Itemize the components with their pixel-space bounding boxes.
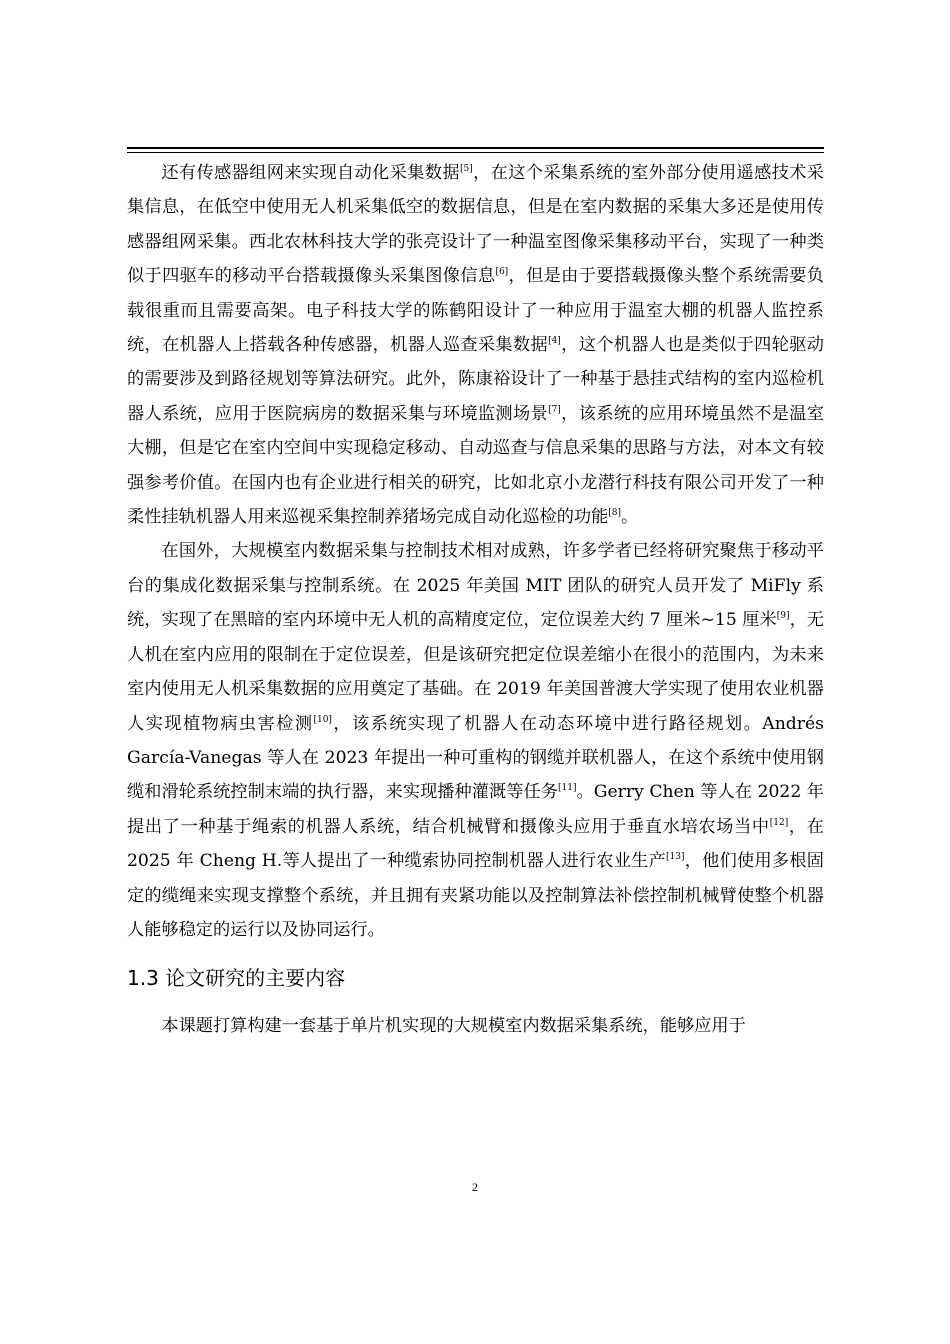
citation-ref: [9]: [776, 611, 790, 622]
page-number: 2: [472, 1180, 478, 1194]
citation-ref: [13]: [666, 852, 685, 863]
page-body: [127, 156, 824, 1044]
paragraph-foreign-research: [127, 534, 824, 947]
text-run: ，他们使用多根固定的缆绳来实现支撑整个系统，并且拥有夹紧功能以及控制算法补偿控制机械臂使整个机器人能够稳定的运行以及协同运行。: [127, 851, 824, 940]
citation-ref: [11]: [558, 783, 577, 794]
header-rule-thin: [127, 152, 824, 153]
citation-ref: [12]: [769, 817, 789, 828]
header-rule-thick: [127, 147, 824, 149]
citation-ref: [7]: [548, 404, 561, 415]
text-run: ，在 2025 年 Cheng H.等人提出了一种缆索协同控制机器人进行农业生产: [127, 816, 824, 872]
text-run: 在国外，大规模室内数据采集与控制技术相对成熟，许多学者已经将研究聚焦于移动平台的集成化数据采集与控制系统。在 2025 年美国 MIT 团队的研究人员开发了 MiFly 系统，实现了在黑暗的室内环境中无人机的高精度定位，定位误差大约 7 厘米~15 厘米: [127, 541, 824, 631]
section-heading: 1.3 论文研究的主要内容: [127, 966, 346, 991]
citation-ref: [8]: [608, 508, 622, 519]
text-run: 。Gerry Chen 等人在 2022 年提出了一种基于绳索的机器人系统，结合机械臂和摄像头应用于垂直水培农场当中: [127, 782, 824, 837]
citation-ref: [4]: [548, 336, 561, 347]
citation-ref: [6]: [495, 267, 509, 278]
text-run: ，这个机器人也是类似于四轮驱动的需要涉及到路径规划等算法研究。此外，陈康裕设计了一种基于悬挂式结构的室内巡检机器人系统，应用于医院病房的数据采集与环境监测场景: [127, 335, 824, 424]
text-run: 还有传感器组网来实现自动化采集数据: [161, 163, 460, 183]
paragraph-domestic-research: [127, 156, 824, 534]
citation-ref: [10]: [313, 714, 332, 725]
text-run: ，该系统实现了机器人在动态环境中进行路径规划。Andrés García-Vanegas 等人在 2023 年提出一种可重构的钢缆并联机器人，在这个系统中使用钢缆和滑轮系统控制末端的执行器，来实现播种灌溉等任务: [127, 713, 824, 803]
text-run: ，在这个采集系统的室外部分使用遥感技术采集信息，在低空中使用无人机采集低空的数据信息，但是在室内数据的采集大多还是使用传感器组网采集。西北农林科技大学的张亮设计了一种温室图像采集移动平台，实现了一种类似于四驱车的移动平台搭载摄像头采集图像信息: [127, 163, 824, 287]
text-run: ，但是由于要搭载摄像头整个系统需要负载很重而且需要高架。电子科技大学的陈鹤阳设计了一种应用于温室大棚的机器人监控系统，在机器人上搭载各种传感器，机器人巡查采集数据: [127, 266, 824, 356]
text-run: ，无人机在室内应用的限制在于定位误差，但是该研究把定位误差缩小在很小的范围内，为未来室内使用无人机采集数据的应用奠定了基础。在 2019 年美国普渡大学实现了使用农业机器人实现植物病虫害检测: [127, 610, 824, 734]
text-run: ，该系统的应用环境虽然不是温室大棚，但是它在室内空间中实现稳定移动、自动巡查与信息采集的思路与方法，对本文有较强参考价值。在国内也有企业进行相关的研究，比如北京小龙潜行科技有限公司开发了一种柔性挂轨机器人用来巡视采集控制养猪场完成自动化巡检的功能: [127, 403, 824, 528]
text-run: 。: [621, 507, 639, 528]
paragraph-main-content: 本课题打算构建一套基于单片机实现的大规模室内数据采集系统，能够应用于: [161, 1016, 746, 1037]
citation-ref: [5]: [459, 164, 473, 174]
